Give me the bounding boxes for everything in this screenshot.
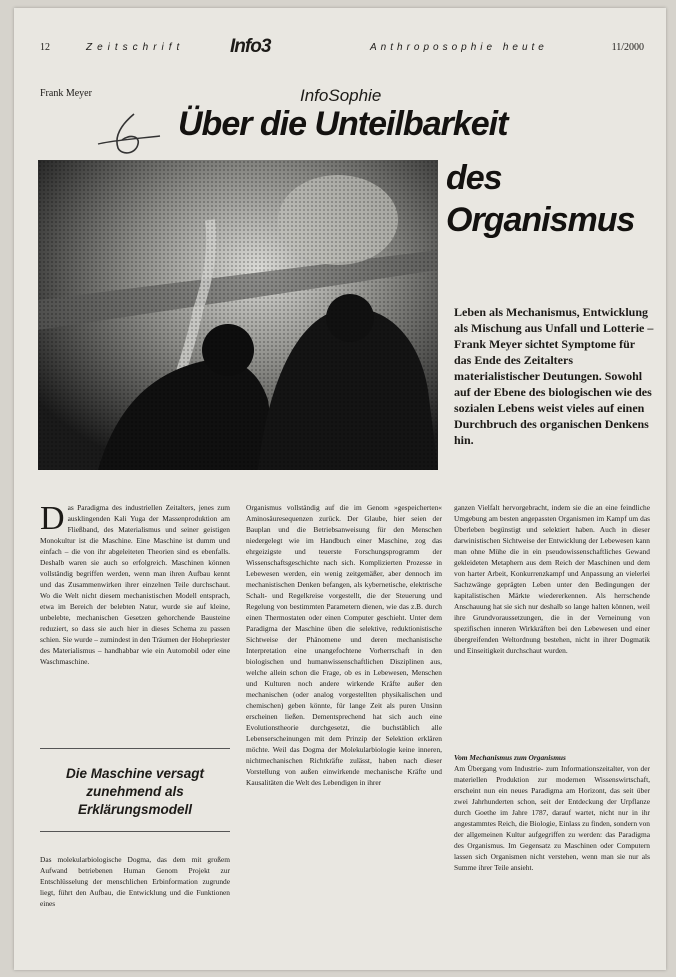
article-photo xyxy=(38,160,438,470)
body-column-3: ganzen Vielfalt hervorgebracht, indem sie die an eine feindliche Umgebung am besten angepassten Organismen im Kampf um das Überleben begünstigt und selektiert haben. Auch in dieser darwinistischen Sichtweise der Entwicklung der Lebewesen kann man ohne Mühe die in ein pseudowissenschaftliches Gewand gekleideten Metaphern aus dem Reich der Maschinen und dem von harter Arbeit, Konkurrenzkampf und Anpassung an vielerlei Sachzwänge geprägten Leben unter den Bedingungen der kapitalistischen Märkte wiedererkennen. Als herrschende Anschauung hat sie sich nur deshalb so lange halten können, weil ihre Grundvoraussetzungen, die in der Verneinung von spezifischen inneren Wirkkräften bei den Lebewesen und einer übergreifenden Weltordnung bestehen, nicht in ihrer Dogmatik und Einseitigkeit durchschaut wurden. xyxy=(454,503,650,655)
headline-line-3: Organismus xyxy=(446,201,635,239)
magazine-label-left: Zeitschrift xyxy=(86,42,185,53)
drop-cap: D xyxy=(40,500,65,537)
body-column-1 xyxy=(40,502,230,667)
pull-quote: Die Maschine versagt zunehmend als Erklärungsmodell xyxy=(40,748,230,832)
author-name: Frank Meyer xyxy=(40,88,92,99)
body-text-3-continued: Am Übergang vom Industrie- zum Informationszeitalter, von der materiellen Produktion zur modernen Wissenswirtschaft, erscheint nun ein neues Paradigma am Horizont, das seit über zwei Jahrhunderten schon, seit der Entdeckung der Urpflanze durch Goethe im Jahre 1787, darauf wartet, nicht nur in ihr angestammtes Reich, die Biologie, Einlass zu finden, sondern von der allgemeinen Kultur aufgegriffen zu werden: das Paradigma des Organismus. Im Gegensatz zu Maschinen oder Computern lassen sich Organismen nicht verstehen, wenn man sie nur als Summe ihrer Teile ansieht. xyxy=(454,764,650,872)
section-kicker: InfoSophie xyxy=(300,86,382,105)
page-header xyxy=(40,38,644,58)
section-subhead: Vom Mechanismus zum Organismus xyxy=(454,753,566,762)
article-lead: Leben als Mechanismus, Entwicklung als Mischung aus Unfall und Lotterie – Frank Meyer sichtet Symptome für das Ende des Zeitalters materialistischer Deutungen. Sowohl auf der Ebene des biologischen wie des sozialen Lebens weist vieles auf einen Durchbruch des organischen Denkens hin. xyxy=(454,305,654,447)
body-text-1: as Paradigma des industriellen Zeitalters, jenes zum ausklingenden Kali Yuga der Massenproduktion am Fließband, des Materialismus und seiner geistigen Monokultur ist die Maschine. Eine Maschine ist dumm und einfach – die von ihr abgeleiteten Theorien sind es ebenfalls. Deshalb waren sie auch so erfolgreich. Maschinen können vollständig begriffen werden, wenn man ihren Aufbau kennt und das Zusammenwirken ihrer einzelnen Teile durchschaut. Wo die Welt nicht diesem mechanistischen Modell entsprach, etwa im Bereich der belebten Natur, wurde sie auf kleine, unbelebte, mechanischen Gesetzen gehorchende Bausteine reduziert, so dass sie auch hier in dieses Schema zu passen schien. Sie wurde – zumindest in den Träumen der Hohepriester des Materialismus – handhabbar wie ein Automobil oder eine Waschmaschine. xyxy=(40,503,230,666)
magazine-label-right: Anthroposophie heute xyxy=(370,42,548,53)
headline-line-1: Über die Unteilbarkeit xyxy=(178,105,508,143)
body-column-3-continued xyxy=(454,748,650,873)
page-number: 12 xyxy=(40,42,50,53)
body-column-2: Organismus vollständig auf die im Genom »gespeicherten« Aminosäuresequenzen zurück. Der Glaube, hier seien der Bauplan und die Betriebsanweisung für den Menschen niedergelegt wie im Handbuch einer Maschine, zog das ehrgeizigste und teuerste Forschungsprogramm der Wissenschaftsgeschichte nach sich. Komplizierten Prozesse in Lebewesen werden, ein wenig zeitgemäßer, aber dennoch im mechanistischen Denken befangen, als kybernetische, elektrische Schalt- und Regelkreise vorgestellt, die der Steuerung und Regelung von bestimmten Parametern dienen, wie das z.B. durch einen Thermostaten oder einen Computer geschieht. Unter dem Paradigma der Maschine üben die selektive, reduktionistische Sichtweise der Phänomene und deren mechanistische Interpretation eine unangefochtene Vorherrschaft in den biologischen und humanwissenschaftlichen Disziplinen aus, welche allein schon die Frage, ob es in Lebewesen, Menschen und Kulturen noch andere wirkende Kräfte außer den mechanischen (oder analog vorgestellten physikalischen und chemischen) geben könnte, für lange Zeit als puren Unsinn erscheinen ließen. Dementsprechend hat sich auch eine Evolutionstheorie durchgesetzt, die buchstäblich alle Lebenserscheinungen mit dem Prinzip der Selektion erklären möchte. Weil das Dogma der Molekularbiologie keine inneren, nichtmechanischen Richtkräfte zulässt, haben nach dieser Vorstellung von außen einwirkende mechanische Kräfte und Kausalitäten die Welt des Lebendigen in ihrer xyxy=(246,503,442,787)
magazine-logo: Info3 xyxy=(230,36,271,57)
magazine-page xyxy=(14,8,666,970)
headline-line-2: des xyxy=(446,159,502,197)
body-text-1-continued: Das molekularbiologische Dogma, das dem mit großem Aufwand betriebenen Human Genom Projekt zur Entschlüsselung der menschlichen Erbinformation zugrunde liegt, führt den Aufbau, die Entwicklung und die Funktionen eines xyxy=(40,855,230,908)
handwritten-mark xyxy=(94,110,164,160)
issue-number: 11/2000 xyxy=(611,42,644,53)
